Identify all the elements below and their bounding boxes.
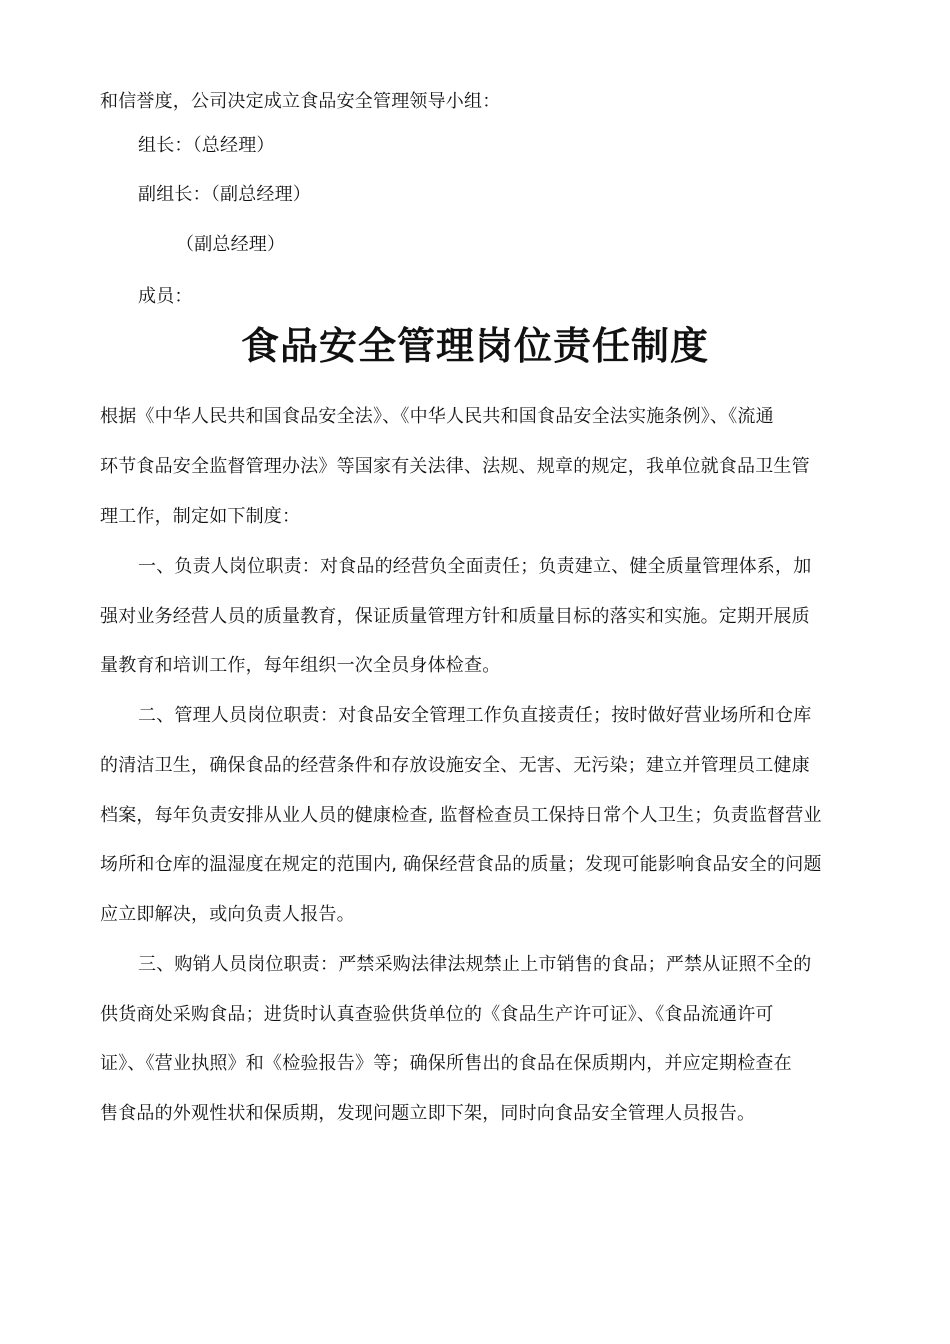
section3-line: 售食品的外观性状和保质期，发现问题立即下架，同时向食品安全管理人员报告。 (100, 1103, 756, 1124)
deputy-leader-line-2: （副总经理） (176, 234, 286, 255)
section1-line: 强对业务经营人员的质量教育，保证质量管理方针和质量目标的落实和实施。定期开展质 (100, 606, 810, 627)
preamble-line: 根据《中华人民共和国食品安全法》、《中华人民共和国食品安全法实施条例》、《流通 (100, 406, 774, 427)
deputy-leader-line: 副组长：（副总经理） (138, 184, 311, 205)
document-title: 食品安全管理岗位责任制度 (240, 324, 709, 368)
preamble-line: 理工作，制定如下制度： (100, 506, 301, 527)
section2-line: 场所和仓库的温湿度在规定的范围内, 确保经营食品的质量；发现可能影响食品安全的问题 (100, 854, 822, 875)
section1-line: 一、负责人岗位职责：对食品的经营负全面责任；负责建立、健全质量管理体系，加 (138, 556, 812, 577)
members-line: 成员： (138, 286, 193, 307)
section3-line: 三、购销人员岗位职责：严禁采购法律法规禁止上市销售的食品；严禁从证照不全的 (138, 954, 812, 975)
section1-line: 量教育和培训工作，每年组织一次全员身体检查。 (100, 655, 501, 676)
intro-line: 和信誉度，公司决定成立食品安全管理领导小组： (100, 91, 501, 112)
section2-line: 应立即解决，或向负责人报告。 (100, 904, 355, 925)
section2-line: 的清洁卫生，确保食品的经营条件和存放设施安全、无害、无污染；建立并管理员工健康 (100, 755, 810, 776)
group-leader-line: 组长：（总经理） (138, 135, 275, 156)
preamble-line: 环节食品安全监督管理办法》等国家有关法律、法规、规章的规定，我单位就食品卫生管 (100, 456, 810, 477)
section3-line: 证》、《营业执照》和《检验报告》等；确保所售出的食品在保质期内，并应定期检查在 (100, 1053, 792, 1074)
section3-line: 供货商处采购食品；进货时认真查验供货单位的《食品生产许可证》、《食品流通许可 (100, 1004, 774, 1025)
section2-line: 二、管理人员岗位职责：对食品安全管理工作负直接责任；按时做好营业场所和仓库 (138, 705, 812, 726)
section2-line: 档案，每年负责安排从业人员的健康检查, 监督检查员工保持日常个人卫生；负责监督营业 (100, 805, 822, 826)
